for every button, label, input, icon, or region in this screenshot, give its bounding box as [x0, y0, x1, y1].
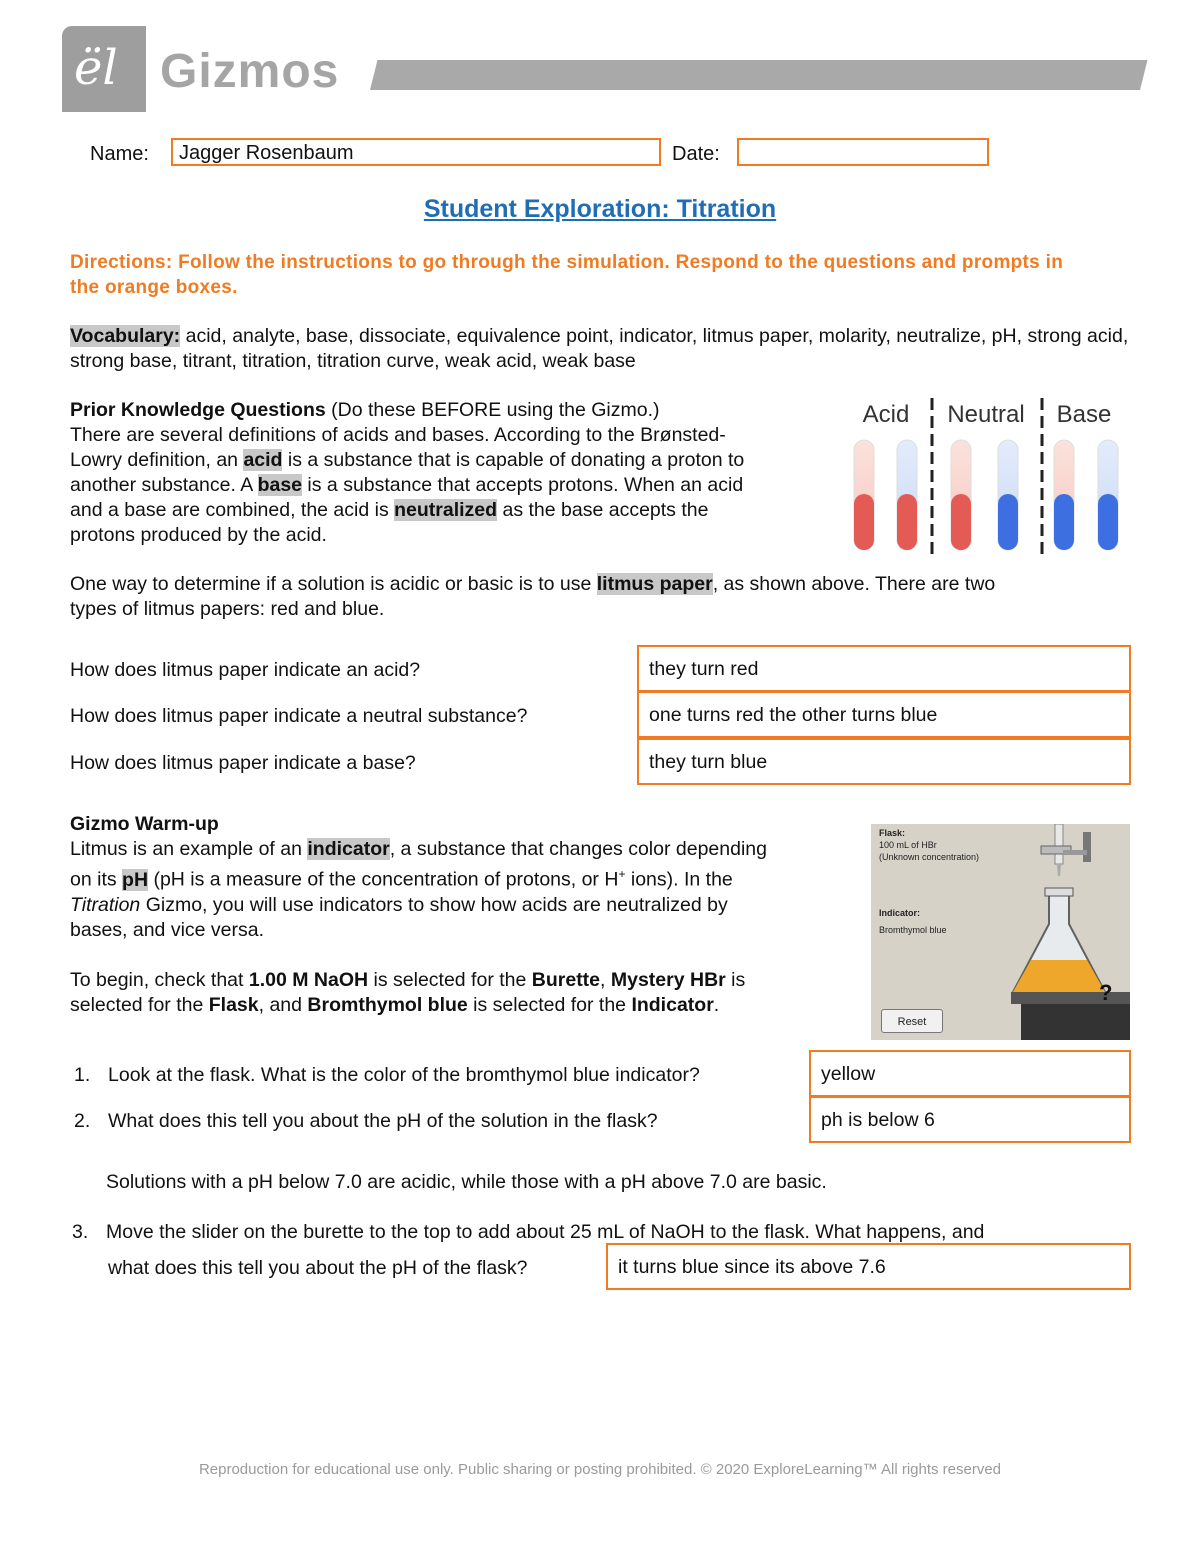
begin-5: selected for the	[70, 993, 209, 1016]
warmup-line-4: bases, and vice versa.	[70, 918, 265, 941]
tube-neutral-blue	[998, 440, 1018, 550]
gizmo-screenshot	[871, 824, 1130, 1040]
begin-bromo: Bromthymol blue	[307, 993, 468, 1016]
warmup-line-1a: Litmus is an example of an	[70, 838, 308, 860]
begin-flask: Flask	[208, 993, 259, 1016]
name-field[interactable]: Jagger Rosenbaum	[171, 138, 661, 166]
vocabulary-text: acid, analyte, base, dissociate, equivalence point, indicator, litmus paper, molarity, neutralize, pH, strong acid, strong base, titrant, titration, titration curve, weak acid, weak base	[70, 325, 1129, 372]
litmus-question-acid: How does litmus paper indicate an acid?	[70, 659, 421, 681]
tubes-acid-label: Acid	[862, 401, 910, 428]
question-2-number: 2.	[74, 1110, 91, 1132]
begin-8: .	[713, 993, 720, 1016]
tube-acid-red	[854, 440, 874, 550]
warmup-line-2a: on its	[70, 868, 123, 891]
question-2-text: What does this tell you about the pH of the solution in the flask?	[108, 1110, 658, 1132]
litmus-question-neutral: How does litmus paper indicate a neutral substance?	[70, 705, 528, 727]
date-label: Date:	[672, 143, 720, 165]
prior-line-1: There are several definitions of acids and bases. According to the Brønsted-	[70, 424, 726, 446]
prior-line-3b: is a substance that accepts protons. When an acid	[302, 474, 744, 496]
vocabulary	[70, 324, 1140, 374]
begin-4: is	[725, 968, 746, 991]
gizmo-flask-conc: (Unknown concentration)	[879, 852, 980, 862]
prior-line-4a: and a base are combined, the acid is	[70, 499, 395, 521]
date-field[interactable]	[737, 138, 989, 166]
warmup-sup: +	[618, 867, 626, 881]
litmus-answer-neutral[interactable]: one turns red the other turns blue	[637, 691, 1131, 738]
question-mark-icon: ?	[1099, 980, 1113, 1005]
header-bar	[370, 60, 1147, 90]
begin-6: , and	[258, 993, 308, 1016]
warmup-line-3b: Gizmo, you will use indicators to show how acids are neutralized by	[140, 893, 728, 916]
warmup-line-3a: Titration	[70, 893, 141, 916]
litmus-line-1b: , as shown above. There are two	[712, 573, 996, 595]
tube-neutral-red	[951, 440, 971, 550]
footer-copyright: Reproduction for educational use only. Public sharing or posting prohibited. © 2020 ExploreLearning™ All rights reserved	[198, 1461, 1002, 1478]
begin-burette: Burette	[531, 968, 601, 991]
litmus-answer-base[interactable]: they turn blue	[637, 738, 1131, 785]
question-1-text: Look at the flask. What is the color of the bromthymol blue indicator?	[108, 1064, 700, 1086]
gizmo-indicator-label: Indicator:	[879, 908, 921, 918]
litmus-answer-acid[interactable]: they turn red	[637, 645, 1131, 692]
prior-line-3a: another substance. A	[70, 474, 258, 496]
gizmo-reset-button[interactable]: Reset	[881, 1009, 943, 1033]
vocabulary-label: Vocabulary:	[70, 325, 181, 347]
directions: Directions: Follow the instructions to go through the simulation. Respond to the questions and prompts in the orange boxes.	[70, 252, 1064, 298]
litmus-question-base: How does litmus paper indicate a base?	[70, 752, 416, 774]
term-litmus-paper: litmus paper	[596, 573, 713, 595]
gizmo-flask-label: Flask:	[879, 828, 906, 838]
term-acid: acid	[243, 449, 283, 471]
name-label: Name:	[90, 143, 149, 165]
brand-name: Gizmos	[160, 45, 340, 98]
question-3-line-1: Move the slider on the burette to the top to add about 25 mL of NaOH to the flask. What happens, and	[106, 1221, 985, 1243]
warmup-line-2c: ions). In the	[625, 868, 733, 891]
begin-3: ,	[600, 968, 611, 991]
warmup-line-2b: (pH is a measure of the concentration of protons, or H	[148, 868, 619, 891]
question-1-number: 1.	[74, 1064, 91, 1086]
term-neutralized: neutralized	[394, 499, 498, 521]
gizmo-flask-graphic	[1001, 824, 1130, 1040]
question-3-number: 3.	[72, 1221, 89, 1243]
prior-knowledge	[70, 398, 830, 548]
warmup-line-1b: , a substance that changes color depending	[389, 838, 767, 860]
litmus-line-1a: One way to determine if a solution is acidic or basic is to use	[70, 573, 597, 595]
begin-naoh: 1.00 M NaOH	[248, 968, 369, 991]
term-indicator: indicator	[307, 838, 390, 860]
term-ph: pH	[122, 868, 149, 891]
prior-line-4b: as the base accepts the	[497, 499, 709, 521]
begin-indicator: Indicator	[631, 993, 714, 1016]
tubes-neutral-label: Neutral	[947, 401, 1025, 428]
logo-mark: ël	[74, 40, 118, 96]
question-3-answer[interactable]: it turns blue since its above 7.6	[606, 1243, 1131, 1290]
page-title: Student Exploration: Titration	[423, 195, 777, 223]
prior-line-2b: is a substance that is capable of donating a proton to	[282, 449, 745, 471]
warmup-heading: Gizmo Warm-up	[70, 813, 219, 835]
ph-note: Solutions with a pH below 7.0 are acidic, while those with a pH above 7.0 are basic.	[106, 1171, 827, 1193]
prior-line-2a: Lowry definition, an	[70, 449, 244, 471]
warmup-section	[70, 812, 870, 1018]
prior-line-5: protons produced by the acid.	[70, 524, 327, 546]
question-1-answer[interactable]: yellow	[809, 1050, 1131, 1097]
tube-base-blue	[1098, 440, 1118, 550]
gizmo-indicator-value: Bromthymol blue	[879, 925, 947, 935]
litmus-line-2: types of litmus papers: red and blue.	[70, 598, 385, 620]
question-3-line-2: what does this tell you about the pH of the flask?	[108, 1257, 528, 1279]
litmus-paragraph	[70, 572, 1140, 622]
tube-acid-blue	[897, 440, 917, 550]
prior-heading: Prior Knowledge Questions	[70, 399, 326, 421]
begin-hbr: Mystery HBr	[610, 968, 726, 991]
tube-base-red	[1054, 440, 1074, 550]
gizmo-flask-desc: 100 mL of HBr	[879, 840, 937, 850]
litmus-tubes-figure	[848, 392, 1128, 557]
begin-1: To begin, check that	[70, 968, 249, 991]
term-base: base	[257, 474, 303, 496]
question-2-answer[interactable]: ph is below 6	[809, 1096, 1131, 1143]
begin-2: is selected for the	[368, 968, 532, 991]
tubes-base-label: Base	[1056, 401, 1112, 428]
prior-heading-note: (Do these BEFORE using the Gizmo.)	[325, 399, 660, 421]
begin-7: is selected for the	[467, 993, 632, 1016]
